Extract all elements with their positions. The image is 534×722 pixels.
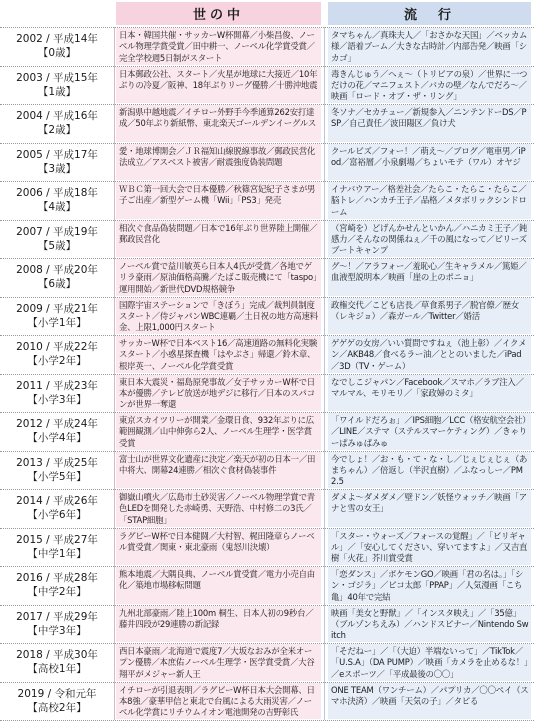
trend-cell: ダメよ～ダメダメ／壁ドン／妖怪ウォッチ／映画「アナと雪の女王」 (328, 490, 531, 527)
year-cell (2, 105, 112, 142)
age-label: 【中学1年】 (27, 547, 87, 560)
world-event-cell: 新潟県中越地震／イチロー外野手今季通算262安打達成／50年ぶり新紙幣、東北楽天ゴールデンイーグルス (116, 105, 321, 142)
year-cell (2, 683, 112, 720)
year-label: 2019 / 令和元年 (17, 687, 97, 700)
age-label: 【5歳】 (37, 239, 77, 252)
trend-cell: クールビズ／フォー！／萌え～／ブログ／電車男／iPod／富裕層／小泉劇場／ちょいモテ（ワル）オヤジ (328, 144, 531, 181)
age-label: 【2歳】 (37, 124, 77, 137)
year-label: 2010 / 平成22年 (16, 341, 98, 354)
year-cell (2, 413, 112, 450)
year-cell (2, 606, 112, 643)
year-label: 2015 / 平成27年 (16, 533, 98, 546)
world-event-cell: サッカーW杯で日本ベスト16／高速道路の無料化実験スタート／小惑星探査機「はやぶさ」帰還／鈴木章、根岸英一、ノーベル化学賞受賞 (116, 336, 321, 373)
age-label: 【中学3年】 (27, 624, 87, 637)
age-label: 【小学5年】 (27, 470, 87, 483)
world-event-cell: 富士山が世界文化遺産に決定／楽天が初の日本一／田中将大、開幕24連勝／相次ぐ食材偽装事件 (116, 452, 321, 489)
year-cell (2, 375, 112, 412)
year-label: 2005 / 平成17年 (16, 148, 98, 161)
year-cell (2, 182, 112, 219)
year-label: 2007 / 平成19年 (16, 225, 98, 238)
world-events-header: 世の中 (116, 2, 321, 25)
age-label: 【0歳】 (37, 47, 77, 60)
trend-cell: ONE TEAM（ワンチーム）／パプリカ／〇〇ペイ（スマホ決済）／映画「天気の子」／タピる (328, 683, 531, 720)
trend-cell: 今でしょ！／お・も・て・な・し／じぇじぇじぇ（あまちゃん）／倍返し（半沢直樹）／ふなっしー／PM2.5 (328, 452, 531, 489)
world-event-cell: 東日本大震災・福島原発事故／女子サッカーW杯で日本が優勝／テレビ放送が地デジに移行／日本のスパコンが世界一奪還 (116, 375, 321, 412)
world-event-cell: ラグビーW杯で日本健闘／大村智、梶田隆章らノーベル賞受賞／関東・東北豪雨（鬼怒川決壊） (116, 529, 321, 566)
year-label: 2009 / 平成21年 (16, 302, 98, 315)
year-label: 2012 / 平成24年 (16, 418, 98, 431)
year-label: 2006 / 平成18年 (16, 187, 98, 200)
year-label: 2004 / 平成16年 (16, 110, 98, 123)
world-event-cell: 日本・韓国共催・サッカーW杯開幕／小柴昌俊、ノーベル物理学賞受賞／田中耕一、ノーベル化学賞受賞／完全学校週5日制がスタート (116, 28, 321, 65)
age-label: 【小学6年】 (27, 509, 87, 522)
row-divider (0, 720, 534, 721)
world-event-cell: 熊本地震／大隅良典、ノーベル賞受賞／電力小売自由化／築地市場移転問題 (116, 567, 321, 604)
trend-cell: グ～！／アラフォー／羞恥心／生キャラメル／篤姫／血液型説明本／映画「崖の上のポニョ」 (328, 259, 531, 296)
world-event-cell: 東京スカイツリーが開業／金環日食、932年ぶりに広範囲観測／山中伸弥ら2人、ノーベル生理学・医学賞受賞 (116, 413, 321, 450)
age-label: 【6歳】 (37, 278, 77, 291)
trend-cell: 「スター・ウォーズ／フォースの覚醒」／「ビリギャル」／「安心してください、穿いてますよ」／又吉直樹「火花」芥川賞受賞 (328, 529, 531, 566)
year-label: 2003 / 平成15年 (16, 71, 98, 84)
age-label: 【1歳】 (37, 85, 77, 98)
year-cell (2, 144, 112, 181)
trends-header: 流 行 (328, 2, 531, 25)
trend-cell: 政権交代／こども店長／草食系男子／脱官僚／歴女（レキジョ）／森ガール／Twitter／婚活 (328, 298, 531, 335)
year-cell (2, 644, 112, 681)
year-label: 2017 / 平成29年 (16, 610, 98, 623)
year-cell (2, 567, 112, 604)
trend-cell: ゲゲゲの女房／いい質問ですねぇ（池上彰）／イクメン／AKB48／食べるラー油／ととのいました／iPad／3D（TV・ゲーム） (328, 336, 531, 373)
year-cell (2, 221, 112, 258)
world-event-cell: 御嶽山噴火／広島市土砂災害／ノーベル物理学賞で青色LEDを開発した赤崎勇、天野浩、中村修二の3氏／「STAP細胞」 (116, 490, 321, 527)
world-event-cell: ＷＢＣ第一回大会で日本優勝／秋篠宮妃紀子さまが男子ご出産／新型ゲーム機「Wii」「PS3」発売 (116, 182, 321, 219)
world-event-cell: 九州北部豪雨／陸上100m 桐生、日本人初の9秒台／藤井四段が29連勝の新記録 (116, 606, 321, 643)
year-label: 2013 / 平成25年 (16, 456, 98, 469)
year-label: 2014 / 平成26年 (16, 495, 98, 508)
trend-cell: タマちゃん／真珠夫人／「おさかな天国」／ベッカム様／語着ブーム／大きな古時計／内部告発／映画「シカゴ」 (328, 28, 531, 65)
trend-cell: 冬ソナ／セカチュー／新規参入／ニンテンドーDS／PSP／自己責任／波田陽区／負け犬 (328, 105, 531, 142)
trend-cell: （宮崎を）どげんかせんといかん／ハニカミ王子／鈍感力／そんなの関係ねぇ／千の風になって／ビリーズブートキャンプ (328, 221, 531, 258)
year-label: 2011 / 平成23年 (16, 379, 98, 392)
year-cell (2, 336, 112, 373)
world-event-cell: 愛・地球博開会／ＪＲ福知山線脱線事故／郵政民営化法成立／アスベスト被害／耐震強度偽装問題 (116, 144, 321, 181)
world-event-cell: 日本郵政公社、スタート／火星が地球に大接近／10年ぶりの冷夏／阪神、18年ぶりリーグ優勝／十勝沖地震 (116, 67, 321, 104)
year-label: 2002 / 平成14年 (16, 33, 98, 46)
age-label: 【4歳】 (37, 201, 77, 214)
year-cell (2, 298, 112, 335)
trend-cell: イナバウアー／格差社会／たらこ・たらこ・たらこ／脳トレ／ハンカチ王子／品格／メタボリックシンドローム (328, 182, 531, 219)
age-label: 【高校2年】 (27, 701, 87, 714)
year-cell (2, 490, 112, 527)
trend-cell: 「ワイルドだろぉ」／IPS細胞／LCC（格安航空会社）／LINE／ステマ（ステルスマーケティング）／きゃりーぱみゅぱみゅ (328, 413, 531, 450)
world-event-cell: 西日本豪雨／北海道で震度7／大坂なおみが全米オープン優勝／本庶佑ノーベル生理学・医学賞受賞／大谷翔平がメジャー新人王 (116, 644, 321, 681)
age-label: 【小学3年】 (27, 393, 87, 406)
year-label: 2018 / 平成30年 (16, 649, 98, 662)
trend-cell: 毒きんじゅう／へぇ～（トリビアの泉）／世界に一つだけの花／マニフェスト／バカの壁／なんでだろ～／映画「ロード・オブ・ザ・リング」 (328, 67, 531, 104)
year-cell (2, 259, 112, 296)
trend-cell: 映画「美女と野獣」／「インスタ映え」／「35億」（ブルゾンちえみ）／ハンドスピナー／Nintendo Switch (328, 606, 531, 643)
world-event-cell: イチローが引退表明／ラグビーW杯日本大会開幕、日本8強／豪華甲信と東北で台風による大雨災害／ノーベル化学賞にリチウムイオン電池開発の吉野彰氏 (116, 683, 321, 720)
age-label: 【小学1年】 (27, 316, 87, 329)
year-label: 2008 / 平成20年 (16, 264, 98, 277)
world-event-cell: ノーベル賞で益川敏英ら日本人4氏が受賞／各地でゲリラ豪雨／原油価格高騰／たばこ販売機にて「taspo」運用開始／新世代DVD規格競争 (116, 259, 321, 296)
age-label: 【3歳】 (37, 162, 77, 175)
year-cell (2, 67, 112, 104)
year-label: 2016 / 平成28年 (16, 572, 98, 585)
trend-cell: 「そだねー」／「（大迫）半端ないって」／TikTok／「U.S.A」（DA PUMP）／映画「カメラを止めるな！」／eスポーツ／「平成最後の〇〇」 (328, 644, 531, 681)
world-event-cell: 相次ぐ食品偽装問題／日本で16年ぶり世界陸上開催／郵政民営化 (116, 221, 321, 258)
year-cell (2, 452, 112, 489)
year-cell (2, 28, 112, 65)
age-label: 【小学2年】 (27, 355, 87, 368)
age-label: 【小学4年】 (27, 432, 87, 445)
world-event-cell: 国際宇宙ステーションで「きぼう」完成／裁判員制度スタート／侍ジャパンWBC連覇／土日祝の地方高速料金、上限1,000円スタート (116, 298, 321, 335)
age-label: 【高校1年】 (27, 663, 87, 676)
year-cell (2, 529, 112, 566)
trend-cell: 「恋ダンス」／ポケモンGO／映画「君の名は。」「シン・ゴジラ」／ピコ太郎「PPAP」／人気漫画「こち亀」40年で完結 (328, 567, 531, 604)
age-label: 【中学2年】 (27, 586, 87, 599)
trend-cell: なでしこジャパン／Facebook／スマホ／ラブ注入／マルマル、モリモリ／「家政婦のミタ」 (328, 375, 531, 412)
